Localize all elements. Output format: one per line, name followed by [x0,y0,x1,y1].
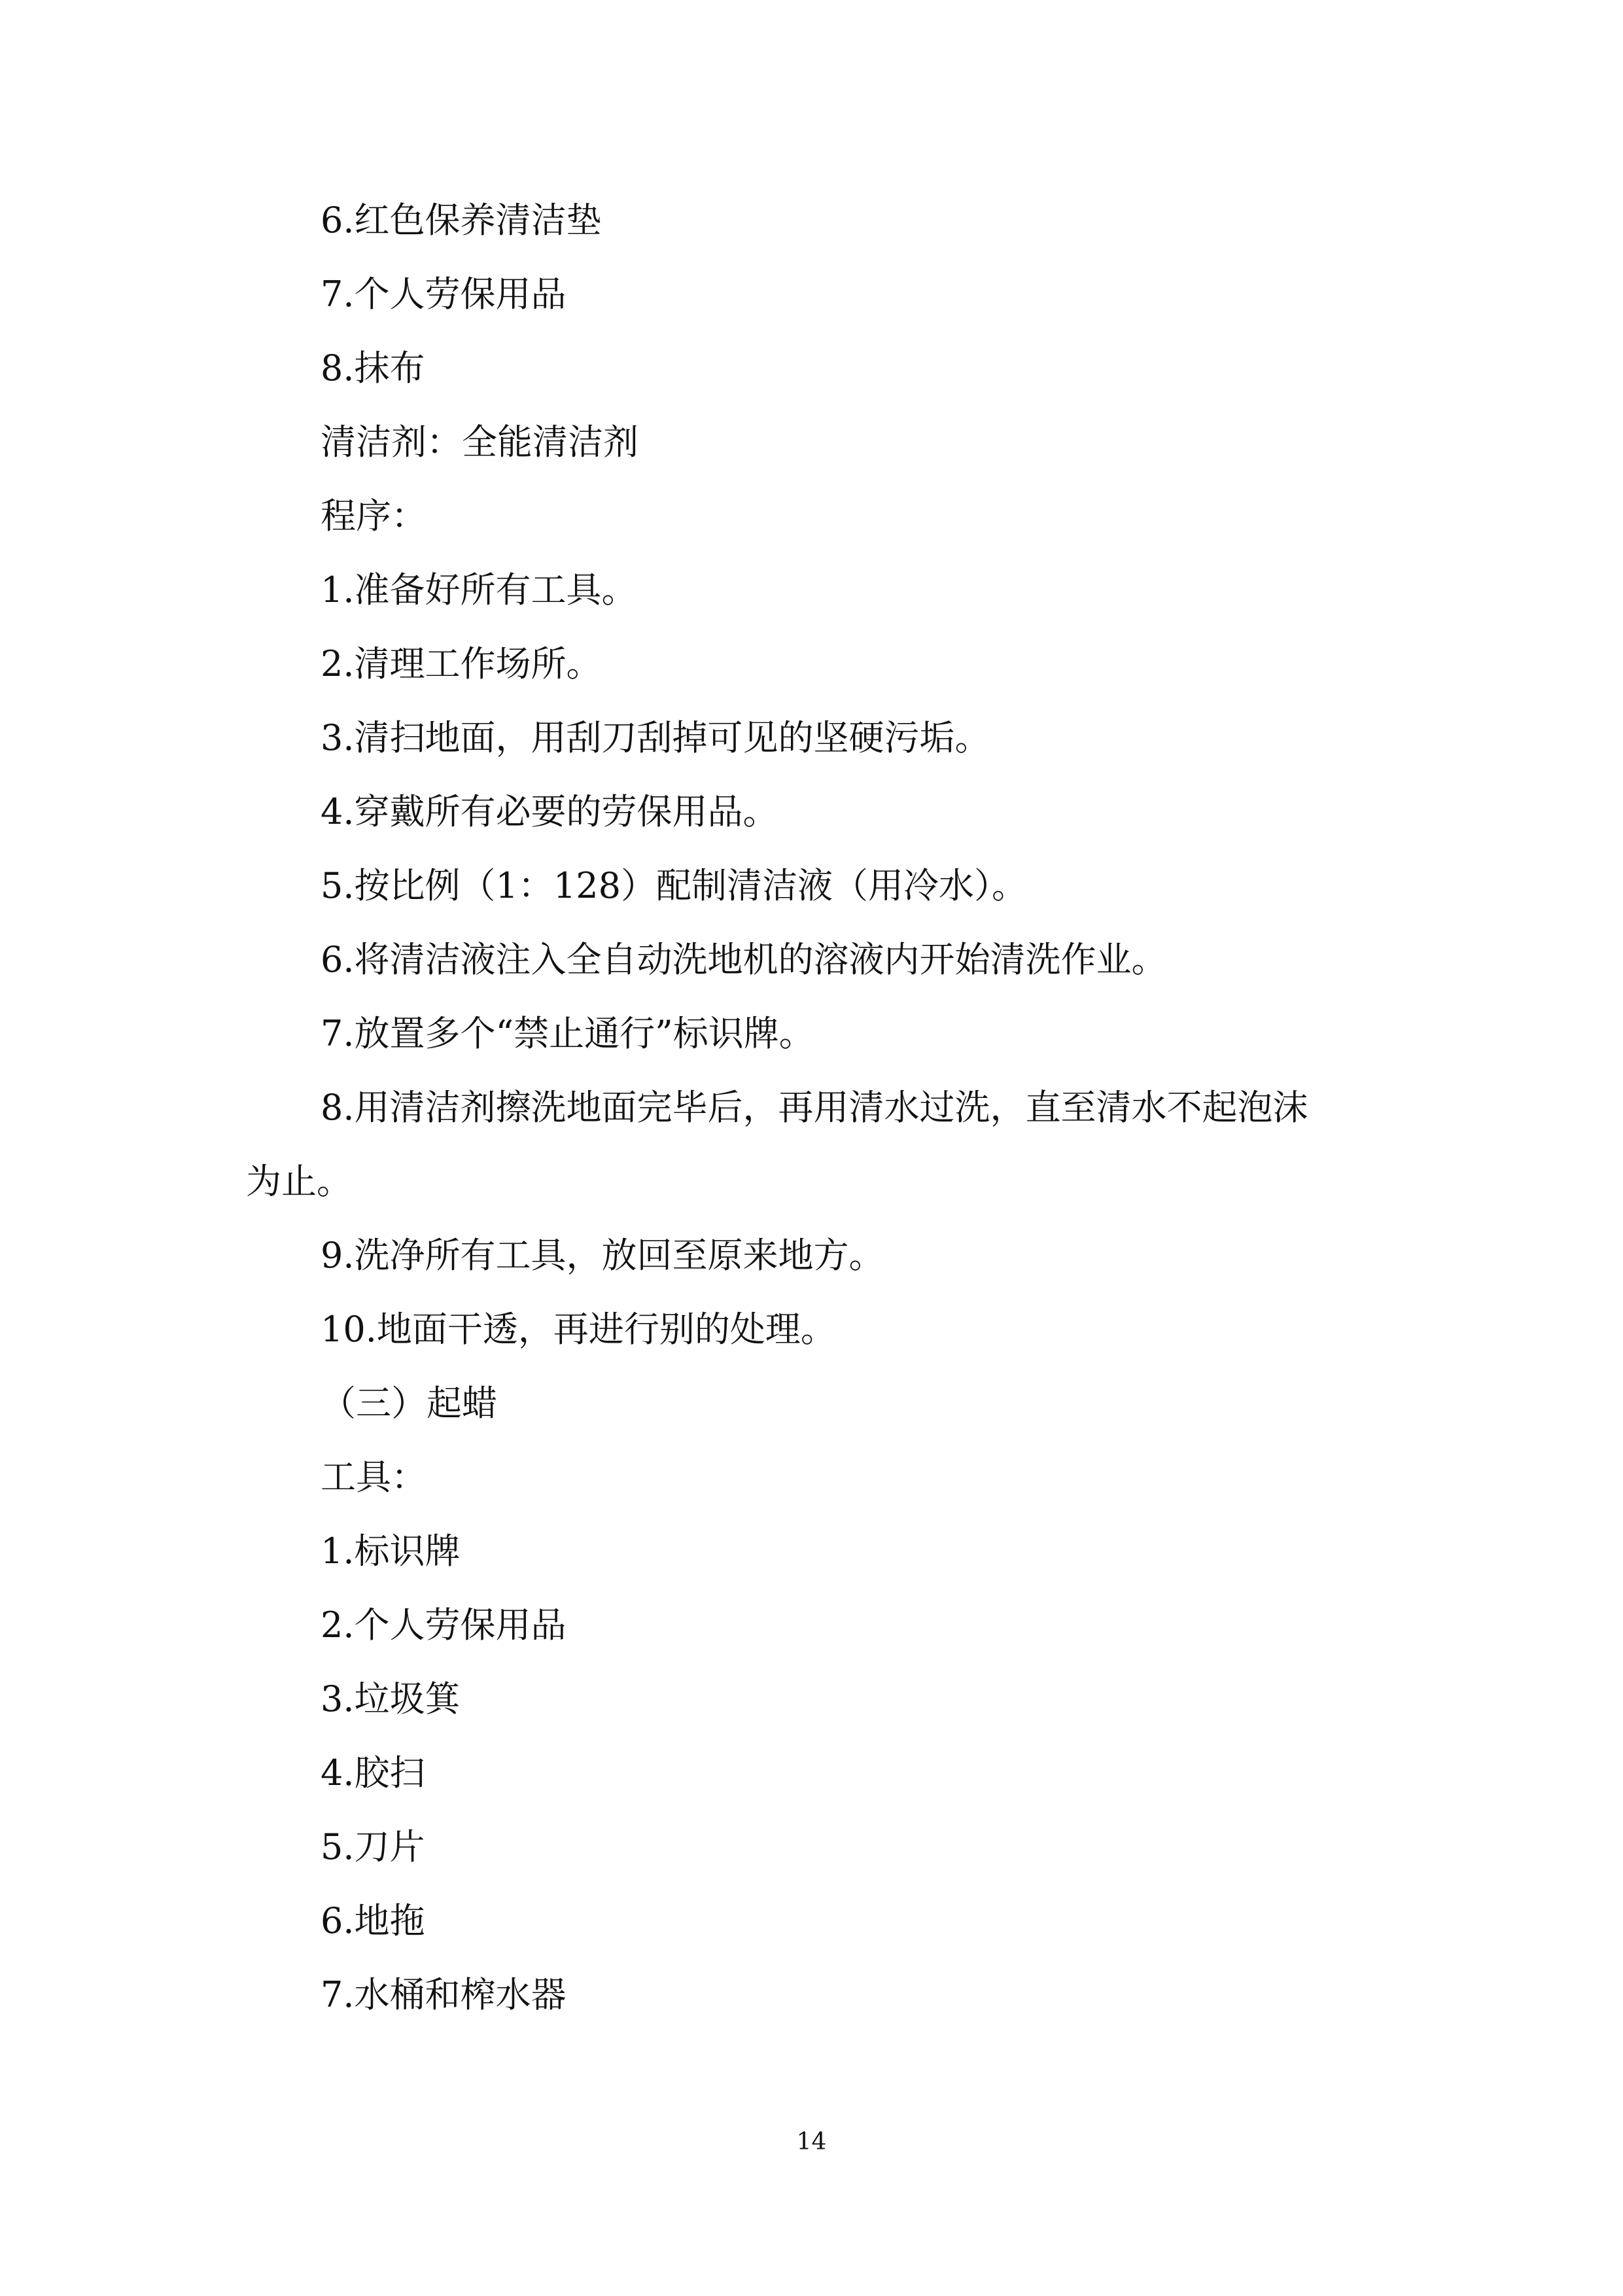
text-line: 程序： [321,495,427,537]
text-line: 5.刀片 [321,1826,425,1867]
text-line: 1.准备好所有工具。 [321,569,637,610]
text-line: 8.用清洁剂擦洗地面完毕后，再用清水过洗，直至清水不起泡沫 [321,1087,1308,1128]
text-line: 6.红色保养清洁垫 [321,200,602,241]
text-line: 3.清扫地面，用刮刀刮掉可见的坚硬污垢。 [321,717,990,758]
text-line: 7.水桶和榨水器 [321,1974,567,2015]
text-line: 7.放置多个“禁止通行”标识牌。 [321,1013,814,1054]
text-line: 9.洗净所有工具，放回至原来地方。 [321,1235,884,1276]
section-heading: （三）起蜡 [321,1383,497,1424]
text-line: 3.垃圾箕 [321,1678,461,1720]
text-line: 6.将清洁液注入全自动洗地机的溶液内开始清洗作业。 [321,939,1167,980]
text-line: 10.地面干透，再进行别的处理。 [321,1309,836,1350]
text-line: 2.清理工作场所。 [321,643,602,684]
page-number: 14 [796,2128,827,2155]
text-line: 清洁剂：全能清洁剂 [321,421,638,463]
text-line: 5.按比例（1：128）配制清洁液（用冷水）。 [321,865,1027,906]
text-line: 4.穿戴所有必要的劳保用品。 [321,791,778,832]
text-line: 工具： [321,1457,427,1498]
text-line: 6.地拖 [321,1900,425,1941]
text-line-continuation: 为止。 [246,1161,352,1202]
text-line: 2.个人劳保用品 [321,1604,567,1646]
text-line: 8.抹布 [321,347,425,389]
text-line: 7.个人劳保用品 [321,274,567,315]
text-line: 1.标识牌 [321,1530,461,1572]
text-line: 4.胶扫 [321,1752,425,1793]
